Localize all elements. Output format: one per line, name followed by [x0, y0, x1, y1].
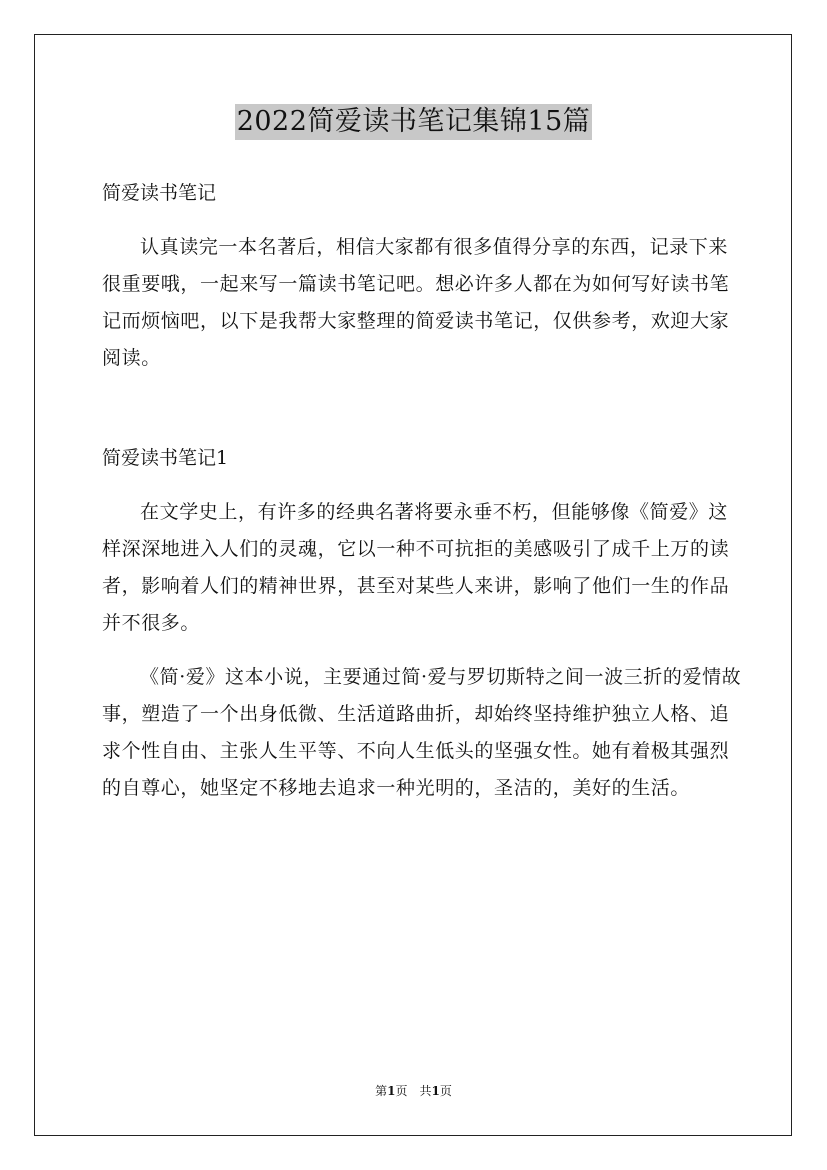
- body-paragraph: 在文学史上，有许多的经典名著将要永垂不朽，但能够像《简爱》这样深深地进入人们的灵魂，它以一种不可抗拒的美感吸引了成千上万的读者，影响着人们的精神世界，甚至对某些人来讲，影响了他们一生的作品并不很多。: [102, 501, 730, 634]
- page-suffix: 页: [395, 1084, 408, 1098]
- total-number: 1: [431, 1084, 440, 1098]
- page-number: 1: [387, 1084, 396, 1098]
- document-body: [102, 175, 742, 807]
- section-heading-1: 简爱读书笔记1: [102, 447, 229, 469]
- section-heading: 简爱读书笔记: [102, 182, 217, 204]
- title-container: [0, 104, 827, 140]
- page-prefix: 第: [375, 1084, 388, 1098]
- intro-paragraph: 认真读完一本名著后，相信大家都有很多值得分享的东西，记录下来很重要哦，一起来写一篇读书笔记吧。想必许多人都在为如何写好读书笔记而烦恼吧，以下是我帮大家整理的简爱读书笔记，仅供参考，欢迎大家阅读。: [102, 236, 730, 369]
- page-footer: [0, 1083, 827, 1099]
- total-prefix: 共: [419, 1084, 432, 1098]
- total-suffix: 页: [439, 1084, 452, 1098]
- document-title: 2022简爱读书笔记集锦15篇: [235, 104, 593, 140]
- body-paragraph: 《简·爱》这本小说，主要通过简·爱与罗切斯特之间一波三折的爱情故事，塑造了一个出身低微、生活道路曲折，却始终坚持维护独立人格、追求个性自由、主张人生平等、不向人生低头的坚强女性。她有着极其强烈的自尊心，她坚定不移地去追求一种光明的，圣洁的，美好的生活。: [102, 666, 742, 799]
